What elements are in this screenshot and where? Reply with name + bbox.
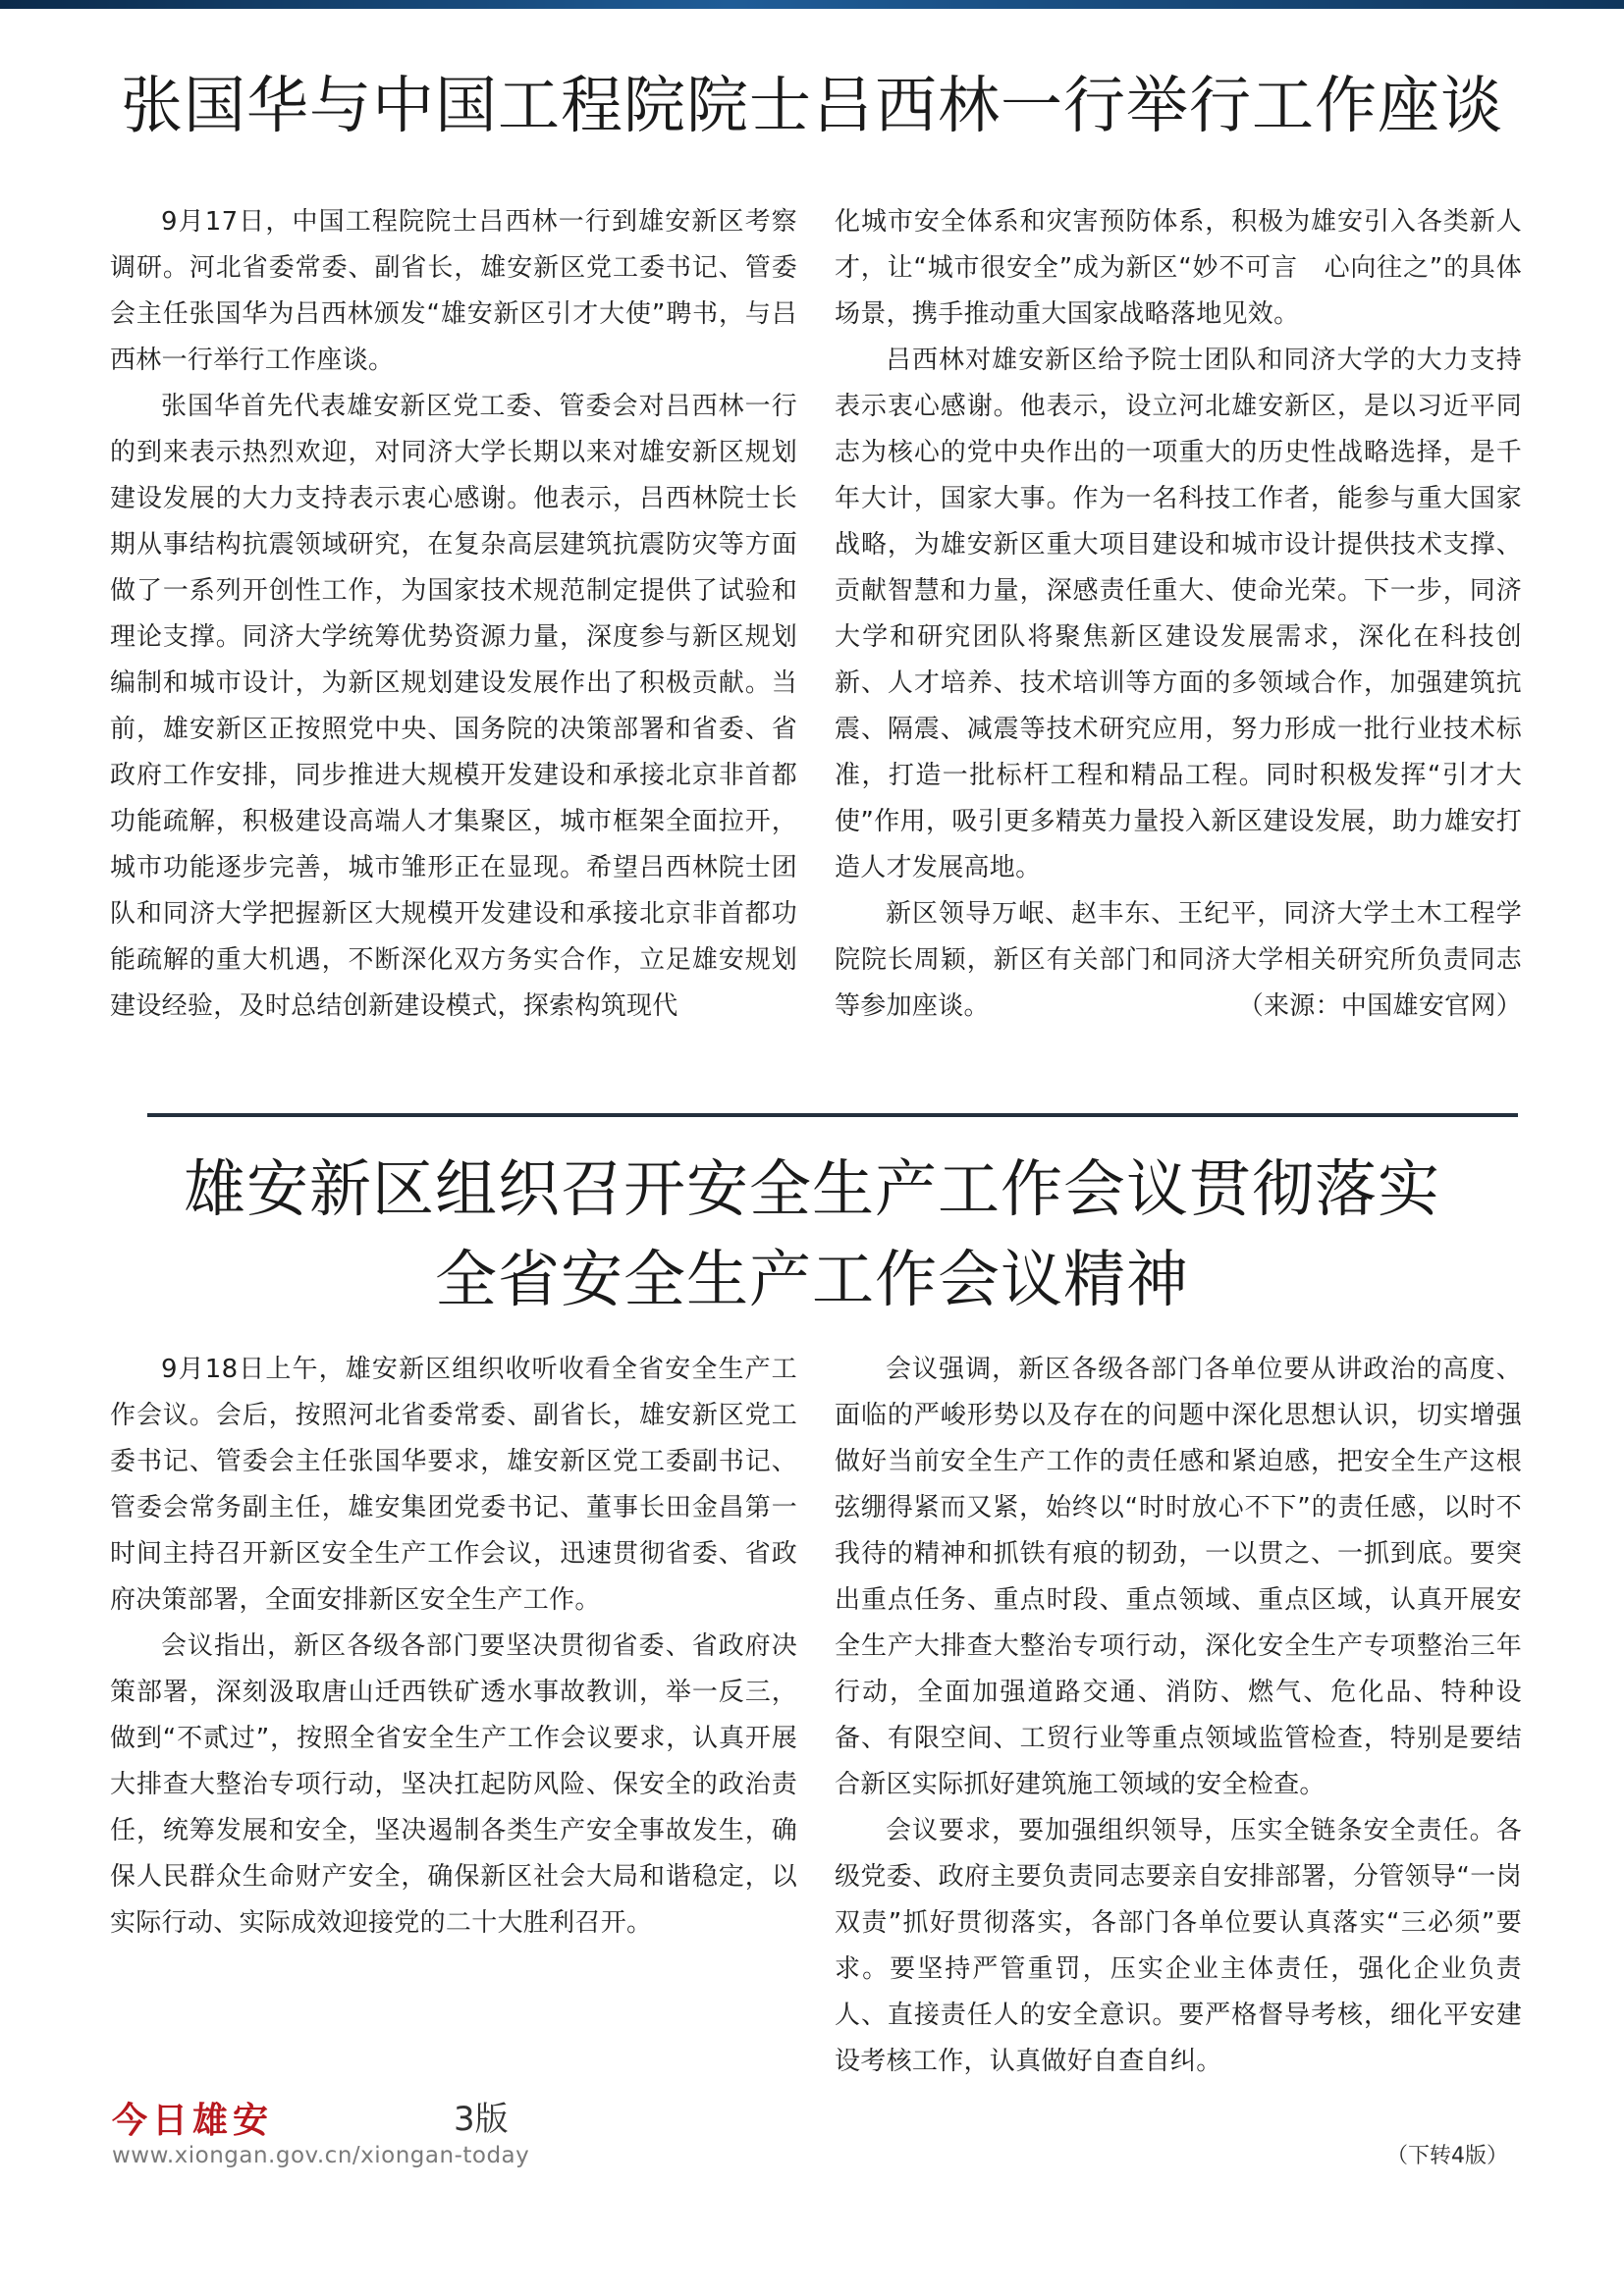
article1-title: 张国华与中国工程院院士吕西林一行举行工作座谈 — [121, 70, 1503, 141]
continued-note: （下转4版） — [1386, 2144, 1508, 2168]
section-divider — [147, 1113, 1518, 1117]
article2-title-line1: 雄安新区组织召开安全生产工作会议贯彻落实 — [184, 1153, 1440, 1225]
article1-paragraph — [835, 891, 1522, 1030]
article1-paragraph-text: 新区领导万岷、赵丰东、王纪平，同济大学土木工程学院院长周颖，新区有关部门和同济大学相关研究所负责同志等参加座谈。 — [835, 899, 1522, 1021]
top-color-band — [0, 0, 1624, 9]
article1-paragraph: 吕西林对雄安新区给予院士团队和同济大学的大力支持表示衷心感谢。他表示，设立河北雄安新区，是以习近平同志为核心的党中央作出的一项重大的历史性战略选择，是千年大计，国家大事。作为一名科技工作者，能参与重大国家战略，为雄安新区重大项目建设和城市设计提供技术支撑、贡献智慧和力量，深感责任重大、使命光荣。下一步，同济大学和研究团队将聚焦新区建设发展需求，深化在科技创新、人才培养、技术培训等方面的多领域合作，加强建筑抗震、隔震、减震等技术研究应用，努力形成一批行业技术标准，打造一批标杆工程和精品工程。同时积极发挥“引才大使”作用，吸引更多精英力量投入新区建设发展，助力雄安打造人才发展高地。 — [835, 346, 1522, 882]
footer-url-link[interactable]: www.xiongan.gov.cn/xiongan-today — [112, 2143, 530, 2168]
article2-paragraph: 会议指出，新区各级各部门要坚决贯彻省委、省政府决策部署，深刻汲取唐山迁西铁矿透水事故教训，举一反三，做到“不贰过”，按照全省安全生产工作会议要求，认真开展大排查大整治专项行动，坚决扛起防风险、保安全的政治责任，统筹发展和安全，坚决遏制各类生产安全事故发生，确保人民群众生命财产安全，确保新区社会大局和谐稳定，以实际行动、实际成效迎接党的二十大胜利召开。 — [110, 1631, 797, 1938]
article2-paragraph: 9月18日上午，雄安新区组织收听收看全省安全生产工作会议。会后，按照河北省委常委、副省长，雄安新区党工委书记、管委会主任张国华要求，雄安新区党工委副书记、管委会常务副主任，雄安集团党委书记、董事长田金昌第一时间主持召开新区安全生产工作会议，迅速贯彻省委、省政府决策部署，全面安排新区安全生产工作。 — [110, 1355, 797, 1615]
newspaper-logo: 今日雄安 — [112, 2100, 274, 2141]
article1-source: （来源：中国雄安官网） — [1237, 991, 1522, 1021]
article1-paragraph: 张国华首先代表雄安新区党工委、管委会对吕西林一行的到来表示热烈欢迎，对同济大学长期以来对雄安新区规划建设发展的大力支持表示衷心感谢。他表示，吕西林院士长期从事结构抗震领域研究，在复杂高层建筑抗震防灾等方面做了一系列开创性工作，为国家技术规范制定提供了试验和理论支撑。同济大学统筹优势资源力量，深度参与新区规划编制和城市设计，为新区规划建设发展作出了积极贡献。当前，雄安新区正按照党中央、国务院的决策部署和省委、省政府工作安排，同步推进大规模开发建设和承接北京非首都功能疏解，积极建设高端人才集聚区，城市框架全面拉开，城市功能逐步完善，城市雏形正在显现。希望吕西林院士团队和同济大学把握新区大规模开发建设和承接北京非首都功能疏解的重大机遇，不断深化双方务实合作，立足雄安规划建设经验，及时总结创新建设模式，探索构筑现代 — [110, 392, 797, 1021]
article1-left-column — [110, 199, 797, 1030]
article2-paragraph: 会议要求，要加强组织领导，压实全链条安全责任。各级党委、政府主要负责同志要亲自安排部署，分管领导“一岗双责”抓好贯彻落实，各部门各单位要认真落实“三必须”要求。要坚持严管重罚，压实企业主体责任，强化企业负责人、直接责任人的安全意识。要严格督导考核，细化平安建设考核工作，认真做好自查自纠。 — [835, 1816, 1522, 2076]
article2-left-column — [110, 1347, 797, 1947]
article2-title — [79, 1145, 1545, 1325]
article2-right-column — [835, 1347, 1522, 2085]
article1-paragraph: 9月17日，中国工程院院士吕西林一行到雄安新区考察调研。河北省委常委、副省长，雄安新区党工委书记、管委会主任张国华为吕西林颁发“雄安新区引才大使”聘书，与吕西林一行举行工作座谈。 — [110, 207, 797, 375]
article2-title-line2: 全省安全生产工作会议精神 — [435, 1244, 1189, 1315]
article1-right-column — [835, 199, 1522, 1030]
article2-paragraph: 会议强调，新区各级各部门各单位要从讲政治的高度、面临的严峻形势以及存在的问题中深化思想认识，切实增强做好当前安全生产工作的责任感和紧迫感，把安全生产这根弦绷得紧而又紧，始终以“时时放心不下”的责任感，以时不我待的精神和抓铁有痕的韧劲，一以贯之、一抓到底。要突出重点任务、重点时段、重点领域、重点区域，认真开展安全生产大排查大整治专项行动，深化安全生产专项整治三年行动，全面加强道路交通、消防、燃气、危化品、特种设备、有限空间、工贸行业等重点领域监管检查，特别是要结合新区实际抓好建筑施工领域的安全检查。 — [835, 1355, 1522, 1799]
page-number: 3版 — [454, 2100, 509, 2139]
article1-paragraph-continued: 化城市安全体系和灾害预防体系，积极为雄安引入各类新人才，让“城市很安全”成为新区“妙不可言 心向往之”的具体场景，携手推动重大国家战略落地见效。 — [835, 207, 1522, 329]
